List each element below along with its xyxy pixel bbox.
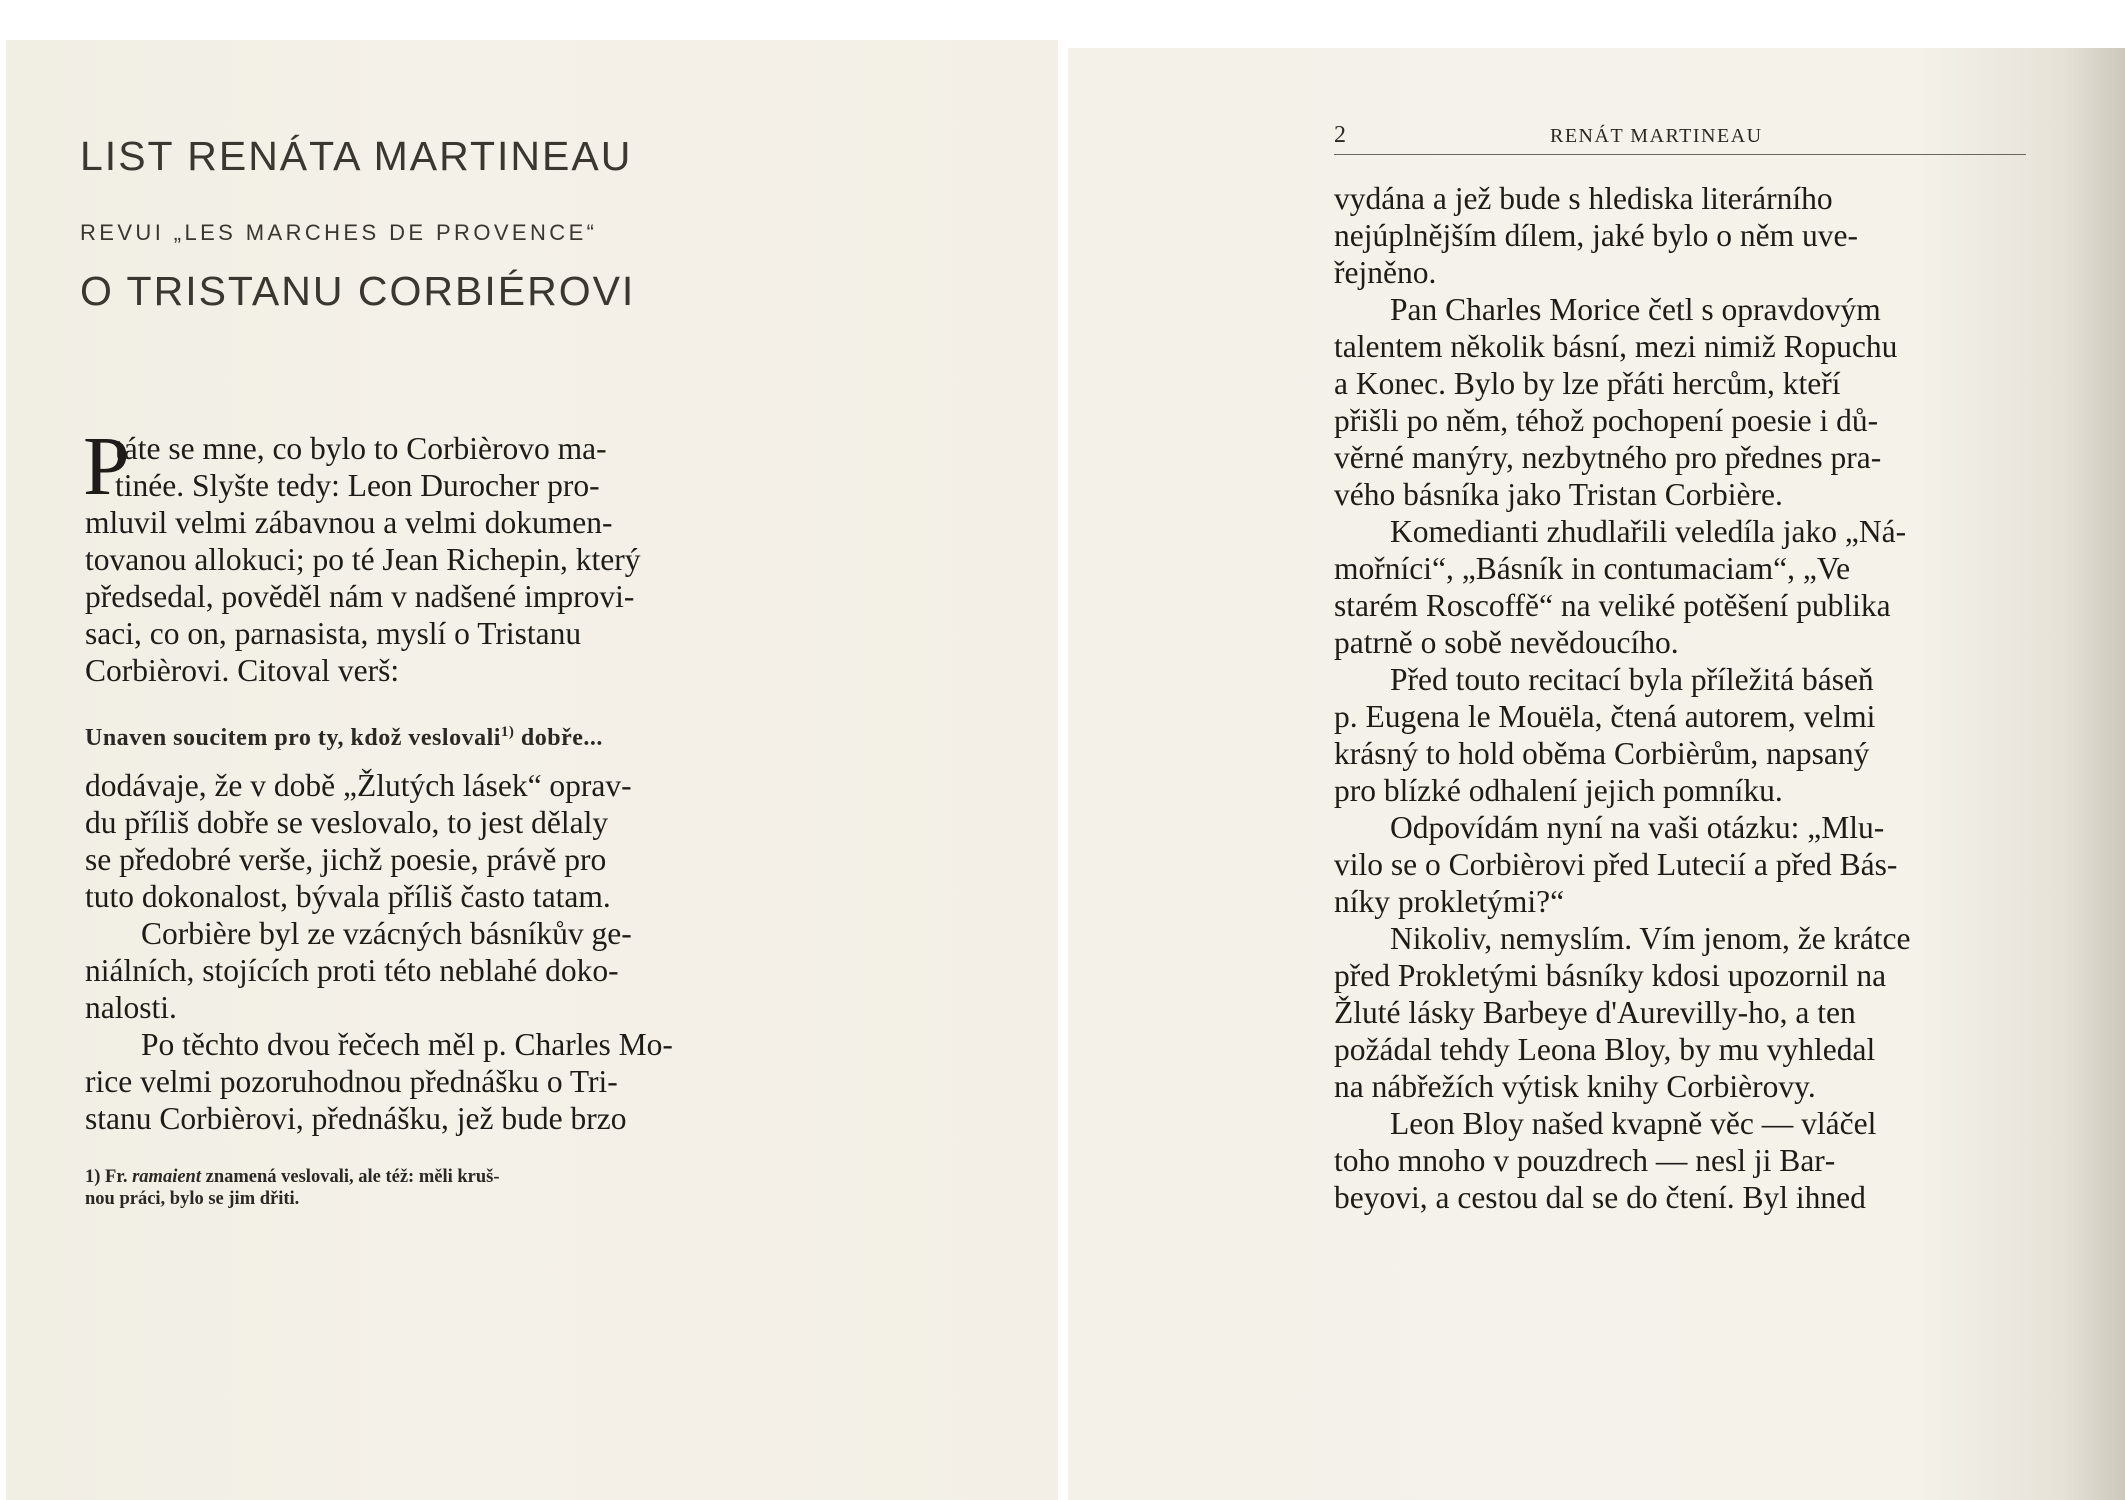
running-head-title: RENÁT MARTINEAU	[1550, 125, 1763, 147]
text-line: Komedianti zhudlařili veledíla jako „Ná‑	[1390, 514, 1907, 549]
quote-end: dobře...	[514, 725, 603, 751]
text-line: Po těchto dvou řečech měl p. Charles Mo‑	[141, 1027, 673, 1062]
text-line: níky prokletými?“	[1334, 884, 1565, 919]
quote-text: Unaven soucitem pro ty, kdož veslovali	[85, 725, 501, 751]
text-line: nejúplnějším dílem, jaké bylo o něm uve‑	[1334, 218, 1859, 253]
text-line: Pan Charles Morice četl s opravdovým	[1390, 292, 1881, 327]
text-line: krásný to hold oběma Corbièrům, napsaný	[1334, 736, 1870, 771]
text-line: na nábřežích výtisk knihy Corbièrovy.	[1334, 1069, 1816, 1104]
text-line: Corbière byl ze vzácných básníkův ge‑	[141, 916, 632, 951]
text-line: před Prokletými básníky kdosi upozornil na	[1334, 958, 1887, 993]
text-line: saci, co on, parnasista, myslí o Tristanu	[85, 616, 582, 651]
text-line: řejněno.	[1334, 255, 1437, 290]
footnote-line: nou práci, bylo se jim dřiti.	[85, 1189, 300, 1209]
text-line: předsedal, pověděl nám v nadšené improvi‑	[85, 579, 635, 614]
text-line: niálních, stojících proti této neblahé doko‑	[85, 953, 619, 988]
text-line: a Konec. Bylo by lze přáti hercům, kteří	[1334, 366, 1841, 401]
text-line: táte se mne, co bylo to Corbièrovo ma‑	[115, 431, 607, 466]
text-line: tinée. Slyšte tedy: Leon Durocher pro‑	[115, 468, 600, 503]
chapter-title: LIST RENÁTA MARTINEAU	[80, 133, 633, 179]
text-line: Odpovídám nyní na vaši otázku: „Mlu‑	[1390, 810, 1885, 845]
footnote-line	[85, 1166, 500, 1188]
verse-quote	[85, 724, 603, 752]
text-line: tovanou allokuci; po té Jean Richepin, který	[85, 542, 641, 577]
text-line: mluvil velmi zábavnou a velmi dokumen‑	[85, 505, 613, 540]
text-line: starém Roscoffě“ na veliké potěšení publika	[1334, 588, 1891, 623]
text-line: Žluté lásky Barbeye d'Aurevilly‑ho, a ten	[1334, 995, 1856, 1030]
text-line: tuto dokonalost, bývala příliš často tatam.	[85, 879, 611, 914]
text-line: rice velmi pozoruhodnou přednášku o Tri‑	[85, 1064, 618, 1099]
text-line: du příliš dobře se veslovalo, to jest dělaly	[85, 805, 609, 840]
text-line: toho mnoho v pouzdrech — nesl ji Bar‑	[1334, 1143, 1836, 1178]
running-header	[1334, 122, 2026, 155]
text-line: vydána a jež bude s hlediska literárního	[1334, 181, 1833, 216]
right-body-text	[1334, 180, 1911, 1216]
chapter-title-second: O TRISTANU CORBIÉROVI	[80, 268, 636, 314]
text-line: pro blízké odhalení jejich pomníku.	[1334, 773, 1783, 808]
left-paragraph-2	[85, 767, 673, 1137]
text-line: dodávaje, že v době „Žlutých lásek“ oprav‑	[85, 768, 632, 803]
text-line: se předobré verše, jichž poesie, právě pro	[85, 842, 607, 877]
footnote-mark: 1)	[500, 724, 515, 740]
text-line: Nikoliv, nemyslím. Vím jenom, že krátce	[1390, 921, 1911, 956]
page-number: 2	[1334, 122, 1346, 148]
text-line: požádal tehdy Leona Bloy, by mu vyhledal	[1334, 1032, 1876, 1067]
text-line: beyovi, a cestou dal se do čtení. Byl ihned	[1334, 1180, 1866, 1215]
footnote-prefix: 1) Fr.	[85, 1167, 133, 1187]
text-line: mořníci“, „Básník in contumaciam“, „Ve	[1334, 551, 1851, 586]
text-line: talentem několik básní, mezi nimiž Ropuchu	[1334, 329, 1898, 364]
chapter-subtitle: REVUI „LES MARCHES DE PROVENCE“	[80, 220, 598, 245]
text-line: vilo se o Corbièrovi před Lutecií a před Bás‑	[1334, 847, 1898, 882]
text-line: patrně o sobě nevědoucího.	[1334, 625, 1679, 660]
left-paragraph-1	[85, 430, 640, 689]
footnote	[85, 1166, 500, 1210]
text-line: Leon Bloy našed kvapně věc — vláčel	[1390, 1106, 1877, 1141]
text-line: vého básníka jako Tristan Corbière.	[1334, 477, 1783, 512]
drop-cap: P	[83, 420, 130, 513]
text-line: p. Eugena le Mouëla, čtená autorem, velmi	[1334, 699, 1876, 734]
text-line: nalosti.	[85, 990, 177, 1025]
text-line: věrné manýry, nezbytného pro přednes pra‑	[1334, 440, 1882, 475]
footnote-italic: ramaient	[132, 1167, 201, 1187]
text-line: Před touto recitací byla příležitá báseň	[1390, 662, 1874, 697]
text-line: Corbièrovi. Citoval verš:	[85, 653, 400, 688]
footnote-rest: znamená veslovali, ale též: měli kruš‑	[200, 1167, 500, 1187]
text-line: přišli po něm, téhož pochopení poesie i dů‑	[1334, 403, 1879, 438]
text-line: stanu Corbièrovi, přednášku, jež bude brzo	[85, 1101, 627, 1136]
book-gutter	[1058, 0, 1068, 1500]
